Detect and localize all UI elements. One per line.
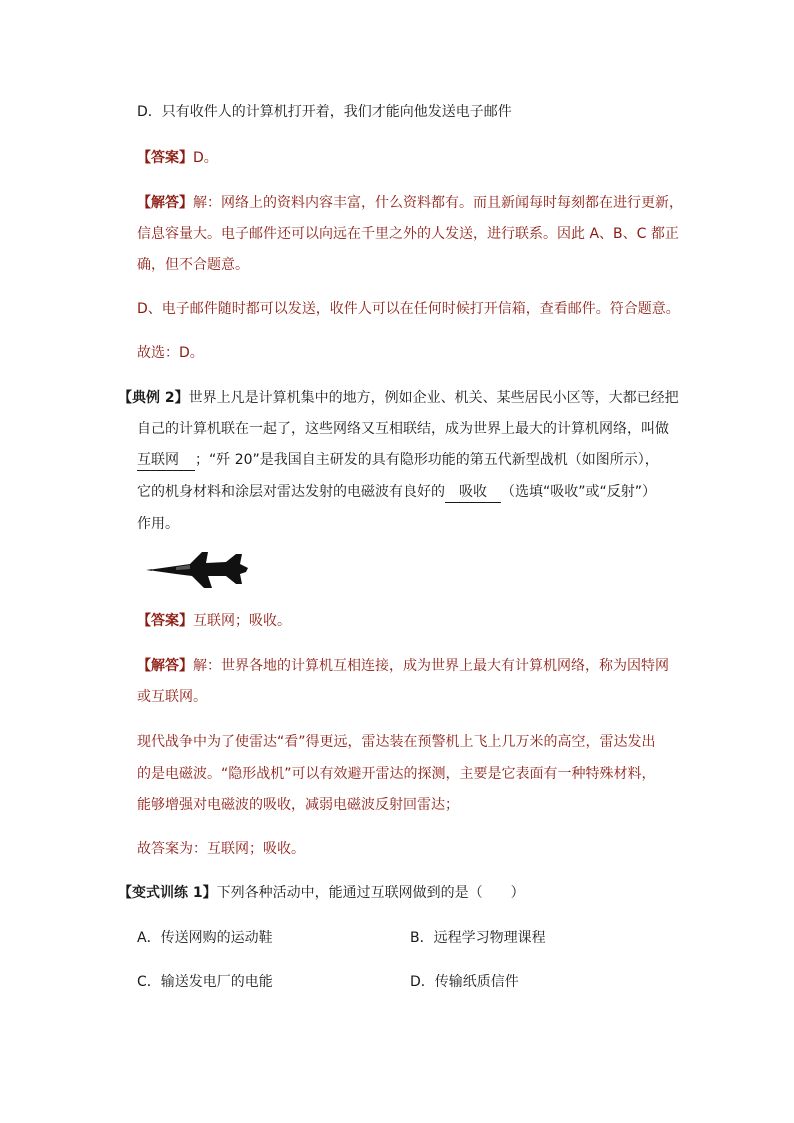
example2-para2-2: 的是电磁波。“隐形战机”可以有效避开雷达的探测，主要是它表面有一种特殊材料， <box>137 766 656 782</box>
variant1-tag: 【变式训练 1】 <box>118 885 217 901</box>
blank-internet: 互联网 <box>137 451 195 471</box>
example2-answer <box>137 611 291 631</box>
blank-absorb: 吸收 <box>445 483 501 503</box>
example2-para2-1: 现代战争中为了使雷达“看”得更远，雷达装在预警机上飞上几万米的高空，雷达发出 <box>137 734 656 750</box>
example2-line-4: 它的机身材料和涂层对雷达发射的电磁波有良好的 吸收 （选填“吸收”或“反射”） <box>137 482 656 503</box>
analysis-line-3: 确，但不合题意。 <box>137 257 249 273</box>
example2-analysis-1: 【解答】解：世界各地的计算机互相连接，成为世界上最大有计算机网络，称为因特网 <box>137 658 669 674</box>
analysis-tag: 【解答】 <box>137 658 193 674</box>
example2-line-1: 【典例 2】世界上凡是计算机集中的地方，例如企业、机关、某些居民小区等，大都已经把 <box>118 390 679 406</box>
conclusion: 故选：D。 <box>137 345 204 361</box>
analysis-d: D、电子邮件随时都可以发送，收件人可以在任何时候打开信箱，查看邮件。符合题意。 <box>137 301 680 317</box>
example2-tag: 【典例 2】 <box>118 390 189 406</box>
example2-line-2: 自己的计算机联在一起了，这些网络又互相联结，成为世界上最大的计算机网络，叫做 <box>137 421 669 437</box>
variant1-question: 【变式训练 1】下列各种活动中，能通过互联网做到的是（ ） <box>118 885 525 901</box>
analysis-line-2: 信息容量大。电子邮件还可以向远在千里之外的人发送，进行联系。因此 A、B、C 都正 <box>137 226 679 242</box>
example2-para2-3: 能够增强对电磁波的吸收，减弱电磁波反射回雷达； <box>137 797 459 813</box>
option-c: C．输送发电厂的电能 <box>137 974 273 990</box>
example2-analysis-2: 或互联网。 <box>137 689 207 705</box>
example2-conclusion: 故答案为：互联网；吸收。 <box>137 841 305 857</box>
answer-tag: 【答案】 <box>137 613 193 629</box>
option-d: D．传输纸质信件 <box>410 974 519 990</box>
example2-line-5: 作用。 <box>137 516 179 532</box>
answer-value: 互联网；吸收。 <box>193 613 291 629</box>
option-a: A．传送网购的运动鞋 <box>137 930 273 946</box>
option-b: B．远程学习物理课程 <box>410 930 546 946</box>
answer-value: D。 <box>193 150 218 166</box>
analysis-line-1: 【解答】解：网络上的资料内容丰富，什么资料都有。而且新闻每时每刻都在进行更新， <box>137 195 683 211</box>
analysis-tag: 【解答】 <box>137 195 193 211</box>
option-d: D．只有收件人的计算机打开着，我们才能向他发送电子邮件 <box>137 104 512 120</box>
answer-tag: 【答案】 <box>137 150 193 166</box>
example2-line-3: 互联网 ；“歼 20”是我国自主研发的具有隐形功能的第五代新型战机（如图所示）， <box>137 450 659 471</box>
fighter-jet-icon <box>146 548 250 592</box>
answer-line <box>137 148 218 168</box>
